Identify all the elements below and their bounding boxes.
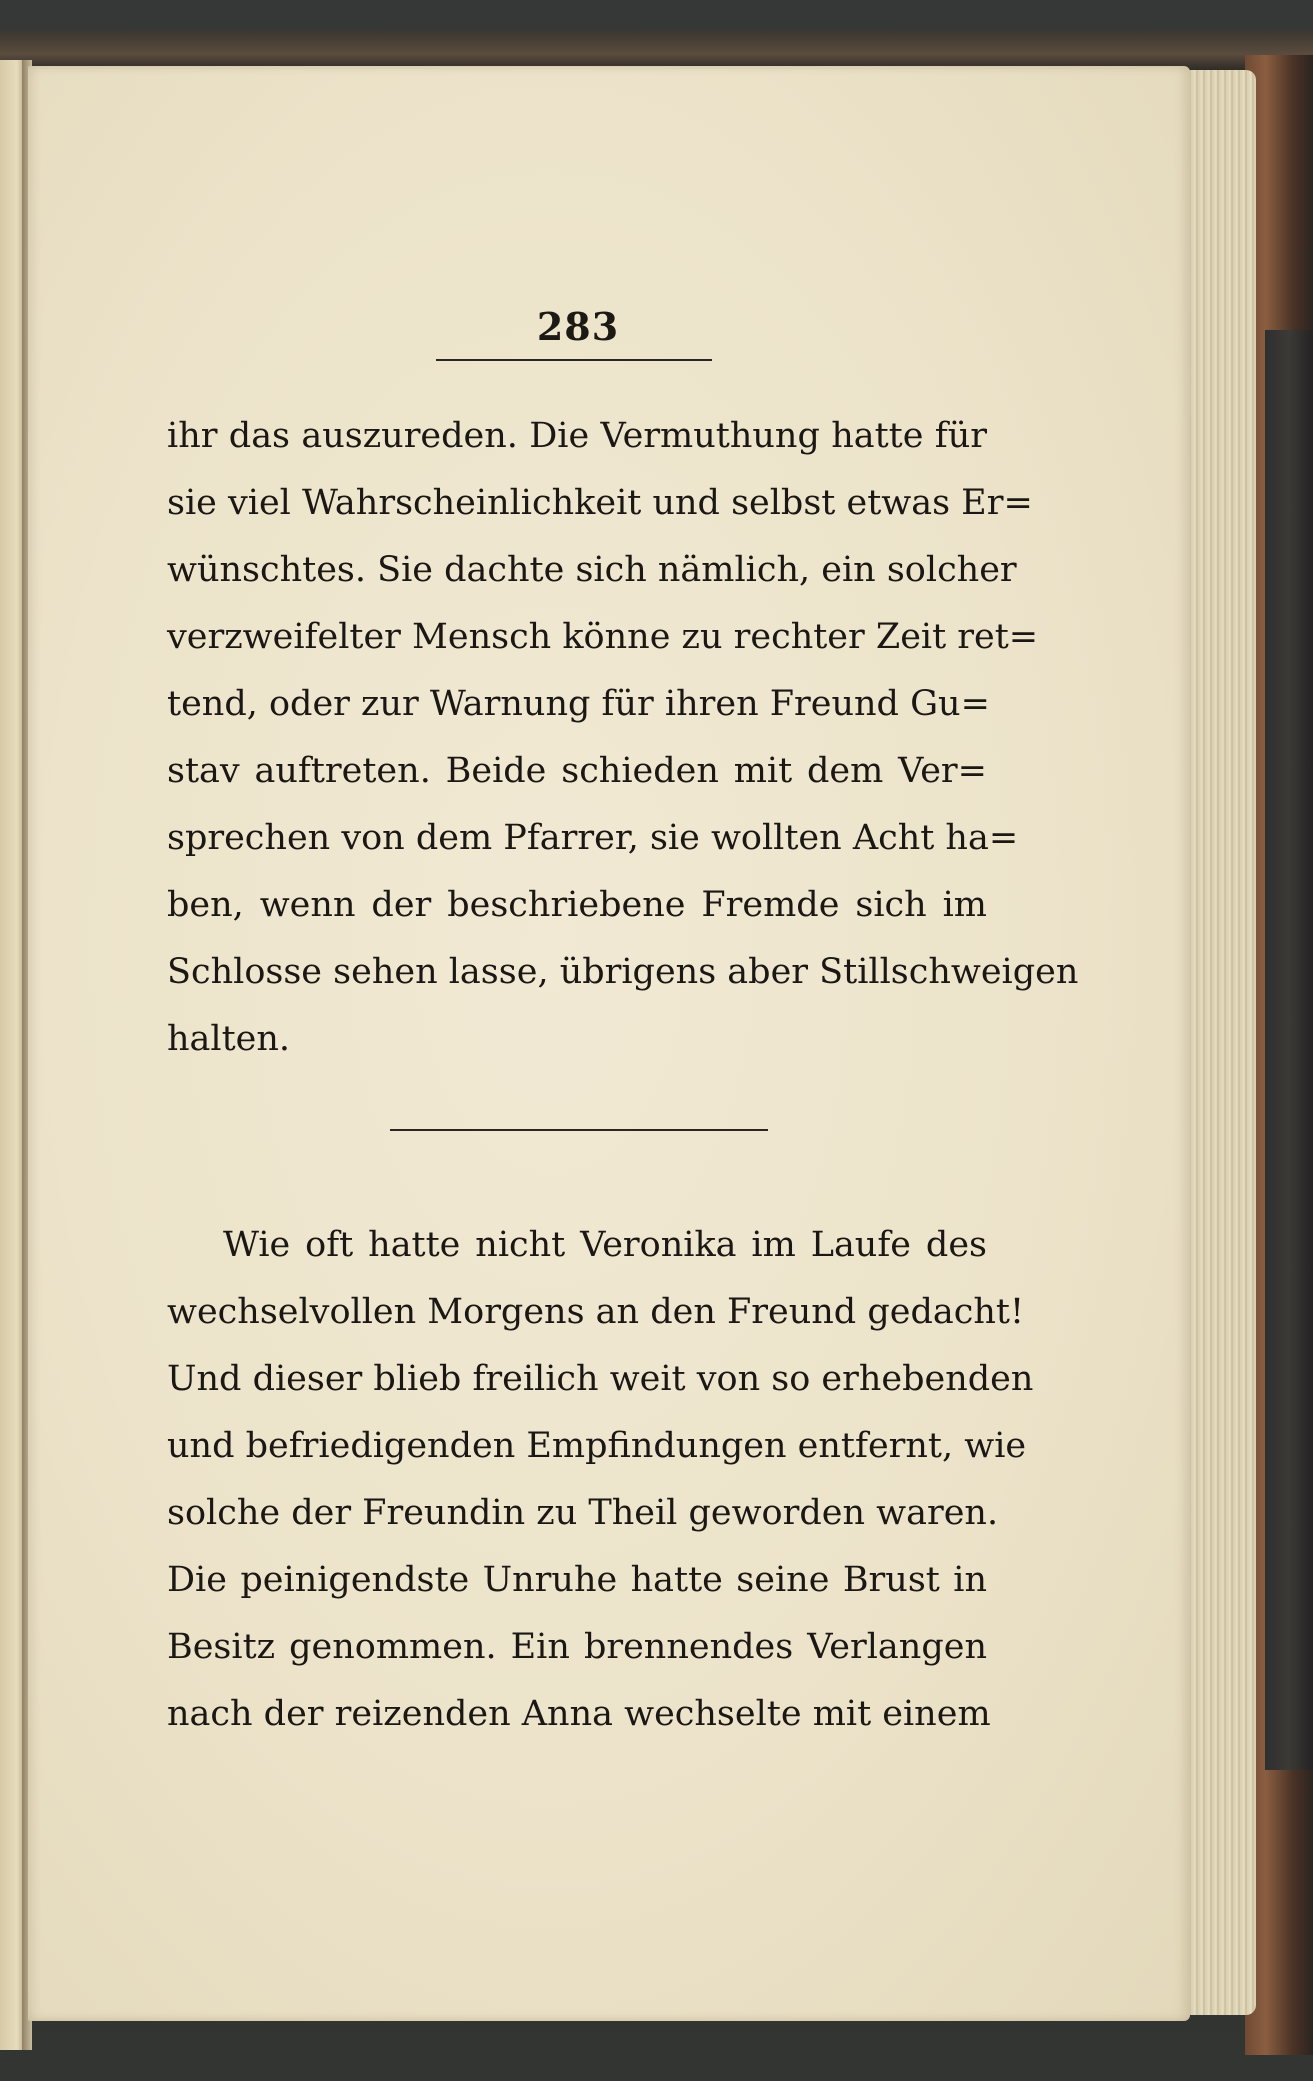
text-line: Besitz genommen. Ein brennendes Verlangen (167, 1627, 987, 1667)
header-rule (436, 359, 712, 361)
text-line: stav auftreten. Beide schieden mit dem Ver= (167, 751, 987, 791)
text-line: solche der Freundin zu Theil geworden waren. (167, 1493, 999, 1533)
text-line: ihr das auszureden. Die Vermuthung hatte für (167, 416, 987, 456)
text-line: wechselvollen Morgens an den Freund gedacht! (167, 1292, 1025, 1332)
book-spine-dark-panel (1265, 330, 1313, 1770)
text-line: sprechen von dem Pfarrer, sie wollten Acht ha= (167, 818, 1019, 858)
text-line: ben, wenn der beschriebene Fremde sich im (167, 885, 987, 925)
text-line: sie viel Wahrscheinlichkeit und selbst etwas Er= (167, 483, 1033, 523)
paragraph-2 (167, 1212, 1034, 1748)
book-page (28, 66, 1190, 2021)
text-line: halten. (167, 1019, 291, 1059)
text-line: verzweifelter Mensch könne zu rechter Zeit ret= (167, 617, 1039, 657)
page-number: 283 (536, 304, 620, 349)
paragraph-1 (167, 403, 1079, 1073)
section-divider-rule (390, 1129, 768, 1131)
previous-page-sliver (0, 60, 24, 2050)
text-line: Und dieser blieb freilich weit von so erhebenden (167, 1359, 1034, 1399)
text-line: Die peinigendste Unruhe hatte seine Brust in (167, 1560, 987, 1600)
text-line: tend, oder zur Warnung für ihren Freund Gu= (167, 684, 990, 724)
text-line: wünschtes. Sie dachte sich nämlich, ein solcher (167, 550, 1017, 590)
book-cover-top-edge (0, 30, 1313, 70)
text-line: Schlosse sehen lasse, übrigens aber Stillschweigen (167, 952, 1079, 992)
text-line: nach der reizenden Anna wechselte mit einem (167, 1694, 991, 1734)
text-line: und befriedigenden Empfindungen entfernt, wie (167, 1426, 1027, 1466)
text-line: Wie oft hatte nicht Veronika im Laufe des (223, 1225, 987, 1265)
